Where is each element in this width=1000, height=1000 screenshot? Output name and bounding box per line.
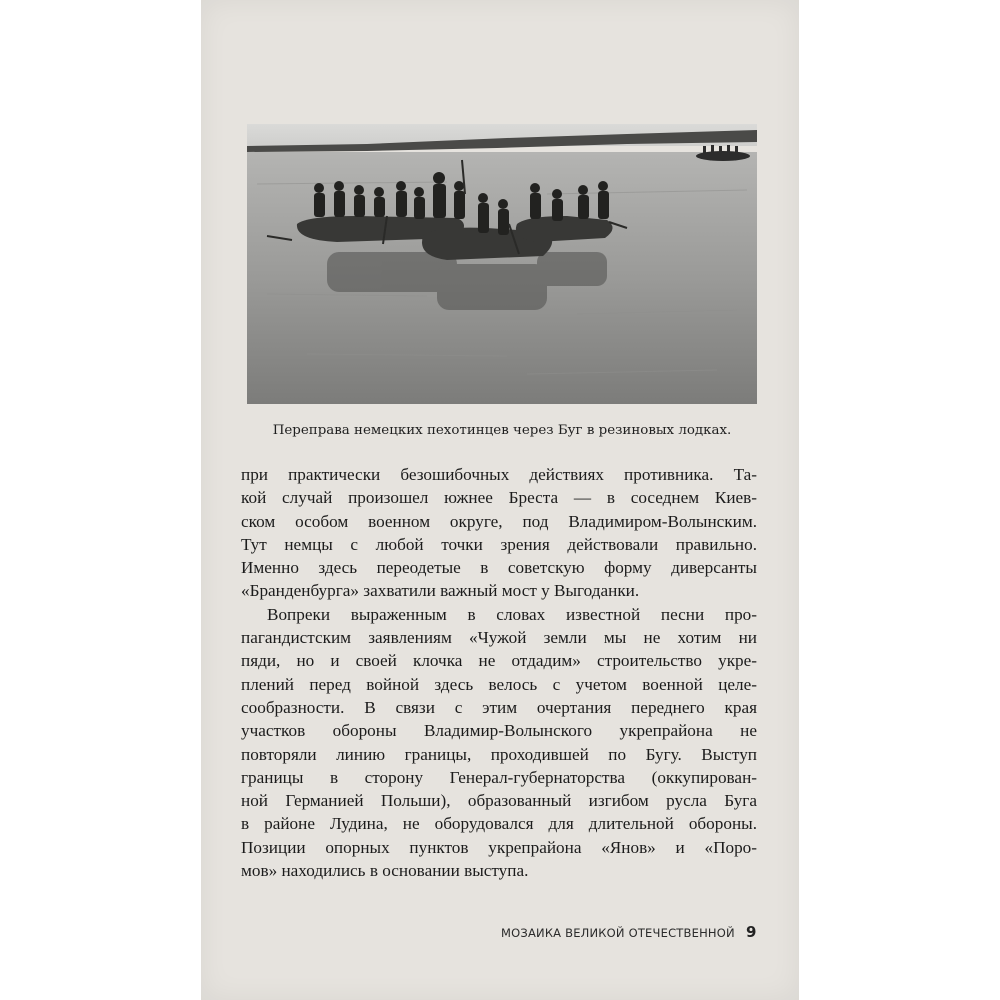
text-line: в районе Лудина, не оборудовался для длительной обороны.: [241, 814, 757, 834]
text-line: Тут немцы с любой точки зрения действовали правильно.: [241, 534, 757, 554]
text-line: сообразности. В связи с этим очертания переднего края: [241, 697, 757, 717]
text-line: Позиции опорных пунктов укрепрайона «Янов» и «Поро-: [241, 837, 757, 857]
river-crossing-photo: [247, 124, 757, 404]
photo-caption: Переправа немецких пехотинцев через Буг в резиновых лодках.: [272, 423, 732, 438]
text-line: мов» находились в основании выступа.: [241, 861, 529, 881]
text-line: участков обороны Владимир-Волынского укрепрайона не: [241, 721, 757, 741]
page-number: 9: [746, 923, 757, 941]
text-line: пагандистским заявлениям «Чужой земли мы не хотим ни: [241, 628, 757, 648]
paragraph-1: [241, 463, 757, 603]
body-text: [241, 463, 757, 882]
text-line: Вопреки выраженным в словах известной песни про-: [267, 604, 757, 624]
text-line: «Бранденбурга» захватили важный мост у Выгоданки.: [241, 581, 640, 601]
paragraph-2: [241, 603, 757, 883]
text-line: при практически безошибочных действиях противника. Та-: [241, 465, 757, 484]
text-line: повторяли линию границы, проходившей по Бугу. Выступ: [241, 744, 757, 764]
text-line: плений перед войной здесь велось с учетом военной целе-: [241, 674, 757, 694]
text-line: границы в сторону Генерал-губернаторства (оккупирован-: [241, 767, 757, 787]
text-line: пяди, но и своей клочка не отдадим» строительство укре-: [241, 651, 757, 671]
text-line: кой случай произошел южнее Бреста — в соседнем Киев-: [241, 488, 757, 508]
text-line: Именно здесь переодетые в советскую форму диверсанты: [241, 558, 757, 578]
photo-distant-boat: [696, 145, 750, 161]
running-title: МОЗАИКА ВЕЛИКОЙ ОТЕЧЕСТВЕННОЙ: [501, 926, 735, 940]
text-line: ском особом военном округе, под Владимиром-Волынским.: [241, 511, 757, 531]
text-line: ной Германией Польши), образованный изгибом русла Буга: [241, 791, 757, 811]
book-page: [201, 0, 799, 1000]
